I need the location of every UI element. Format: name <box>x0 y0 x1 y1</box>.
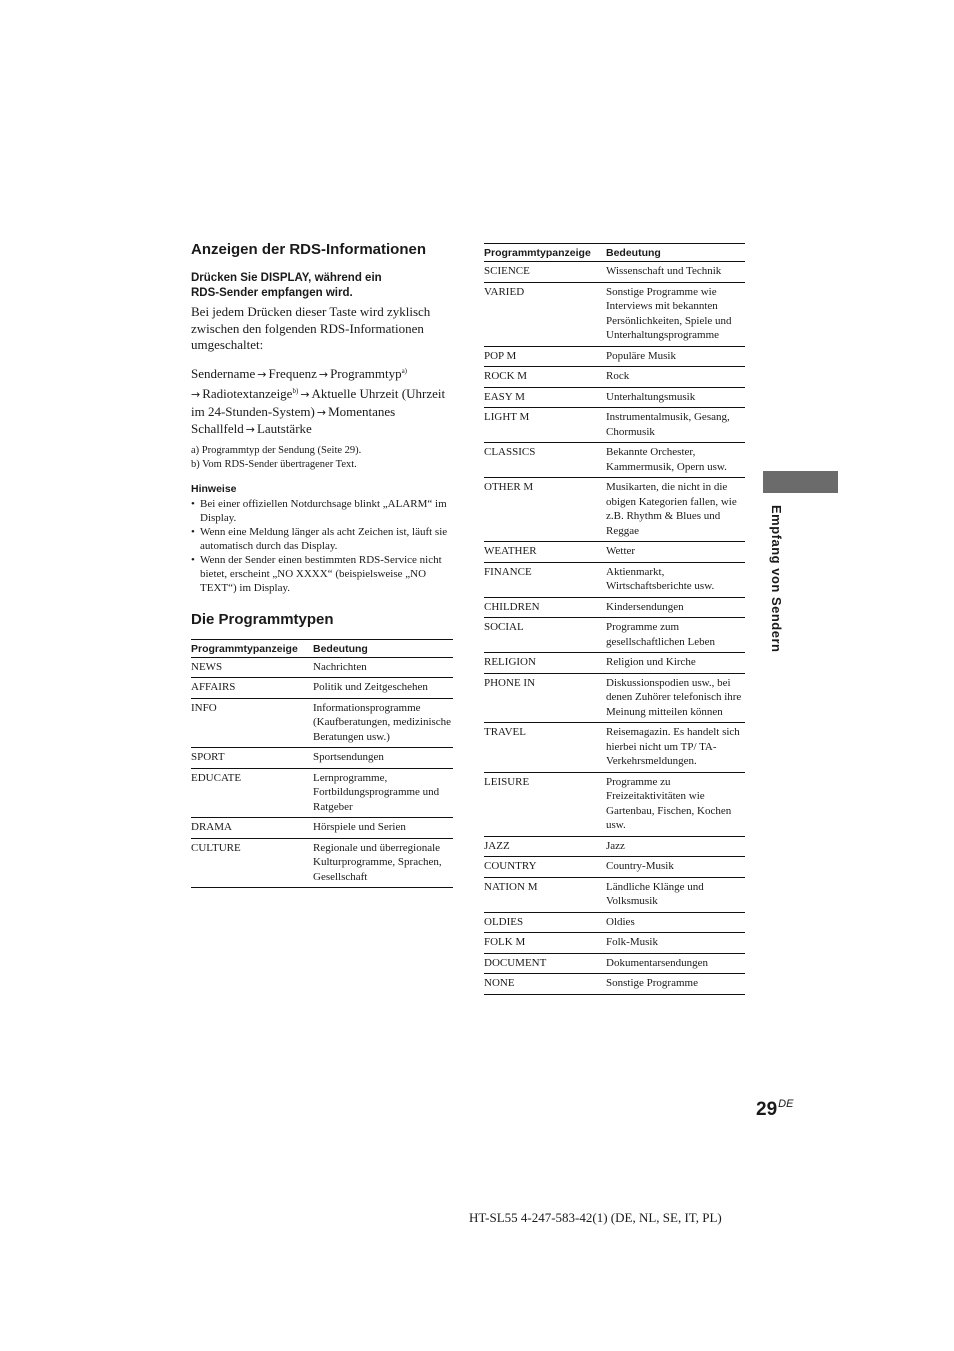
program-type-code: PHONE IN <box>484 673 606 723</box>
table-row <box>191 748 453 769</box>
table-row <box>484 282 745 346</box>
program-type-meaning: Kindersendungen <box>606 597 745 618</box>
rds-instruction-line2: RDS-Sender empfangen wird. <box>191 287 353 299</box>
table-row <box>484 478 745 542</box>
program-type-code: FOLK M <box>484 933 606 954</box>
table-row <box>484 933 745 954</box>
program-type-meaning: Ländliche Klänge und Volksmusik <box>606 877 745 912</box>
program-type-meaning: Jazz <box>606 836 745 857</box>
table-body-left <box>191 657 453 888</box>
program-type-meaning: Oldies <box>606 912 745 933</box>
table-row <box>484 542 745 563</box>
program-type-code: EASY M <box>484 387 606 408</box>
column-header-meaning: Bedeutung <box>606 244 745 262</box>
program-type-code: LEISURE <box>484 772 606 836</box>
program-type-meaning: Rock <box>606 367 745 388</box>
program-type-meaning: Reisemagazin. Es handelt sich hierbei nicht um TP/ TA-Verkehrsmeldungen. <box>606 723 745 773</box>
table-row <box>191 818 453 839</box>
footnote-b: b) Vom RDS-Sender übertragener Text. <box>191 459 357 470</box>
arrow-right-icon: → <box>257 367 267 381</box>
document-footer: HT-SL55 4-247-583-42(1) (DE, NL, SE, IT, PL) <box>469 1210 722 1225</box>
table-row <box>484 877 745 912</box>
program-type-code: INFO <box>191 698 313 748</box>
program-type-meaning: Instrumentalmusik, Gesang, Chormusik <box>606 408 745 443</box>
table-row <box>484 387 745 408</box>
program-type-meaning: Dokumentarsendungen <box>606 953 745 974</box>
program-type-code: NONE <box>484 974 606 995</box>
program-type-meaning: Aktienmarkt, Wirtschaftsberichte usw. <box>606 562 745 597</box>
table-header-row <box>484 244 745 262</box>
seq-sound-field: Momentanes Schallfeld <box>191 403 396 436</box>
page-number-value: 29 <box>756 1099 778 1120</box>
program-type-code: RELIGION <box>484 653 606 674</box>
program-type-code: ROCK M <box>484 367 606 388</box>
seq-program-type: Programmtyp <box>330 365 402 381</box>
page-language-suffix: DE <box>778 1098 794 1110</box>
table-row <box>484 653 745 674</box>
program-type-code: CHILDREN <box>484 597 606 618</box>
hints-list <box>191 497 453 595</box>
program-type-meaning: Populäre Musik <box>606 346 745 367</box>
program-type-meaning: Sonstige Programme wie Interviews mit bekannten Persönlichkeiten, Spiele und Unterhaltungsprogramme <box>606 282 745 346</box>
hints-heading: Hinweise <box>191 482 237 495</box>
program-type-meaning: Politik und Zeitgeschehen <box>313 678 453 699</box>
program-type-code: SPORT <box>191 748 313 769</box>
table-row <box>191 657 453 678</box>
table-row <box>191 698 453 748</box>
table-row <box>484 836 745 857</box>
seq-radio-text: Radiotextanzeige <box>202 386 293 401</box>
arrow-right-icon: → <box>245 423 255 436</box>
column-header-code: Programmtypanzeige <box>484 244 606 262</box>
program-type-meaning: Wissenschaft und Technik <box>606 262 745 283</box>
column-header-code: Programmtypanzeige <box>191 639 313 657</box>
footnote-ref-b: b) <box>292 387 299 395</box>
table-row <box>191 838 453 888</box>
table-row <box>484 772 745 836</box>
program-type-meaning: Hörspiele und Serien <box>313 818 453 839</box>
arrow-right-icon: → <box>318 367 329 381</box>
rds-info-sequence <box>191 363 453 439</box>
program-type-code: AFFAIRS <box>191 678 313 699</box>
hint-item: • Wenn der Sender einen bestimmten RDS-Service nicht bietet, erscheint „NO XXXX“ (beispielsweise „NO TEXT“) im Display. <box>191 553 453 595</box>
program-type-code: VARIED <box>484 282 606 346</box>
hint-item: • Bei einer offiziellen Notdurchsage blinkt „ALARM“ im Display. <box>191 497 453 525</box>
program-type-code: CLASSICS <box>484 443 606 478</box>
section-side-label: Empfang von Sendern <box>769 505 784 653</box>
footnote-a: a) Programmtyp der Sendung (Seite 29). <box>191 444 362 456</box>
table-row <box>191 678 453 699</box>
program-type-meaning: Programme zu Freizeitaktivitäten wie Gartenbau, Fischen, Kochen usw. <box>606 772 745 836</box>
arrow-right-icon: → <box>191 388 201 401</box>
table-row <box>191 768 453 818</box>
program-type-meaning: Nachrichten <box>313 657 453 678</box>
program-type-code: DRAMA <box>191 818 313 839</box>
program-type-meaning: Lernprogramme, Fortbildungsprogramme und Ratgeber <box>313 768 453 818</box>
program-type-meaning: Unterhaltungsmusik <box>606 387 745 408</box>
table-row <box>484 262 745 283</box>
program-type-meaning: Country-Musik <box>606 857 745 878</box>
arrow-right-icon: → <box>300 388 310 401</box>
table-header-row <box>191 639 453 657</box>
program-type-meaning: Folk-Musik <box>606 933 745 954</box>
program-type-code: POP M <box>484 346 606 367</box>
seq-volume: Lautstärke <box>256 421 312 436</box>
table-row <box>484 857 745 878</box>
seq-station-name: Sendername <box>191 365 256 381</box>
table-row <box>484 408 745 443</box>
table-row <box>484 346 745 367</box>
table-row <box>484 974 745 995</box>
seq-current-time: Aktuelle Uhrzeit (Uhrzeit im 24-Stunden-System) <box>191 386 446 419</box>
program-type-code: JAZZ <box>484 836 606 857</box>
program-type-meaning: Musikarten, die nicht in die obigen Kategorien fallen, wie z.B. Rhythm & Blues und Reggae <box>606 478 745 542</box>
program-type-meaning: Bekannte Orchester, Kammermusik, Opern usw. <box>606 443 745 478</box>
rds-instruction-line1: Drücken Sie DISPLAY, während ein <box>191 272 382 284</box>
table-row <box>484 367 745 388</box>
program-type-meaning: Wetter <box>606 542 745 563</box>
program-type-code: OTHER M <box>484 478 606 542</box>
program-type-code: LIGHT M <box>484 408 606 443</box>
program-type-meaning: Diskussionspodien usw., bei denen Zuhörer telefonisch ihre Meinung mitteilen können <box>606 673 745 723</box>
program-type-code: TRAVEL <box>484 723 606 773</box>
program-type-meaning: Regionale und überregionale Kulturprogramme, Sprachen, Gesellschaft <box>313 838 453 888</box>
program-type-meaning: Religion und Kirche <box>606 653 745 674</box>
table-row <box>484 618 745 653</box>
rds-body-text: Bei jedem Drücken dieser Taste wird zyklisch zwischen den folgenden RDS-Informationen umgeschaltet: <box>191 304 431 352</box>
table-row <box>484 597 745 618</box>
program-type-code: FINANCE <box>484 562 606 597</box>
program-type-meaning: Sportsendungen <box>313 748 453 769</box>
program-type-code: DOCUMENT <box>484 953 606 974</box>
hint-item: • Wenn eine Meldung länger als acht Zeichen ist, läuft sie automatisch durch das Display. <box>191 525 453 553</box>
program-type-code: NEWS <box>191 657 313 678</box>
program-type-code: OLDIES <box>484 912 606 933</box>
program-type-meaning: Sonstige Programme <box>606 974 745 995</box>
left-column <box>191 241 453 888</box>
footnotes <box>191 444 453 473</box>
table-row <box>484 723 745 773</box>
table-row <box>484 443 745 478</box>
table-row <box>484 562 745 597</box>
rds-heading: Anzeigen der RDS-Informationen <box>191 241 427 258</box>
program-type-code: EDUCATE <box>191 768 313 818</box>
table-row <box>484 912 745 933</box>
column-header-meaning: Bedeutung <box>313 639 453 657</box>
program-type-meaning: Informationsprogramme (Kaufberatungen, medizinische Beratungen usw.) <box>313 698 453 748</box>
program-types-table-right <box>484 243 745 995</box>
table-row <box>484 673 745 723</box>
table-body-right <box>484 262 745 995</box>
right-column <box>484 243 745 995</box>
seq-frequency: Frequenz <box>268 365 317 381</box>
program-type-code: WEATHER <box>484 542 606 563</box>
program-type-code: NATION M <box>484 877 606 912</box>
program-type-code: SCIENCE <box>484 262 606 283</box>
section-tab-marker <box>763 471 838 493</box>
footnote-ref-a: a) <box>401 366 408 375</box>
program-type-code: SOCIAL <box>484 618 606 653</box>
program-types-heading: Die Programmtypen <box>191 610 334 628</box>
table-row <box>484 953 745 974</box>
program-type-meaning: Programme zum gesellschaftlichen Leben <box>606 618 745 653</box>
program-types-table-left <box>191 639 453 889</box>
program-type-code: CULTURE <box>191 838 313 888</box>
rds-instruction <box>191 271 453 301</box>
arrow-right-icon: → <box>316 405 327 419</box>
program-type-code: COUNTRY <box>484 857 606 878</box>
page-number <box>756 1098 793 1121</box>
